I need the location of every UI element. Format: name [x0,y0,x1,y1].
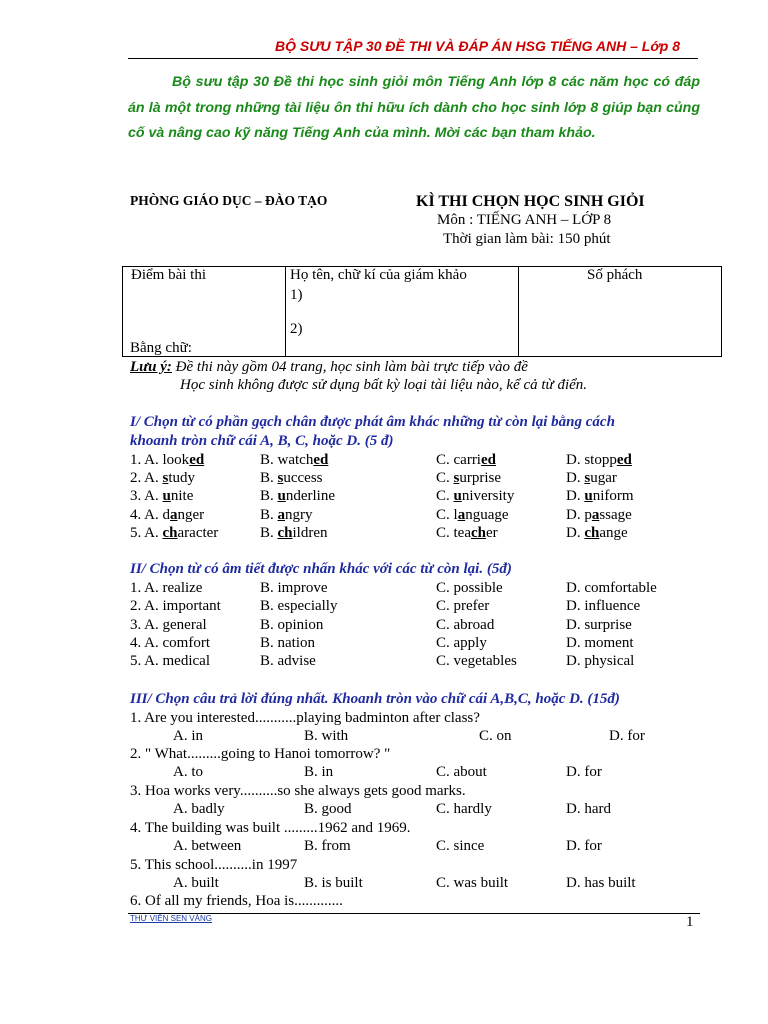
answer-option-a[interactable]: A. badly [173,801,225,817]
option-text-post: ugar [590,470,617,486]
answer-option-b[interactable]: B. from [304,838,351,854]
answer-option-c[interactable]: C. about [436,764,487,780]
question-6: 6. Of all my friends, Hoa is............. [130,893,343,909]
option-d[interactable]: D. influence [566,598,641,614]
option-text-pre: 1. A. look [130,452,190,468]
option-d[interactable] [566,470,617,487]
option-b[interactable] [260,488,335,505]
underlined-sound: a [457,507,466,523]
answer-options-row [0,728,768,746]
option-d[interactable]: D. moment [566,635,634,651]
option-text-post: ngry [285,507,313,523]
header-divider [128,58,698,59]
option-c[interactable] [436,507,509,524]
option-b[interactable] [260,507,313,524]
answer-option-b[interactable]: B. in [304,764,334,780]
answer-option-d[interactable]: D. for [566,764,602,780]
option-a[interactable] [130,470,195,487]
answer-option-c[interactable]: C. hardly [436,801,492,817]
answer-option-c[interactable]: C. on [479,728,512,744]
answer-option-d[interactable]: D. hard [566,801,611,817]
underlined-sound: ed [616,452,632,468]
answer-option-c[interactable]: C. was built [436,875,509,891]
question-stem: 2. " What.........going to Hanoi tomorrow? " [130,746,391,762]
underlined-sound: ch [162,525,178,541]
option-text-pre: B. [260,525,278,541]
option-b[interactable]: B. improve [260,580,328,596]
answer-options-row [0,801,768,819]
option-text-post: er [486,525,498,541]
option-text-post: nderline [285,488,336,504]
option-d[interactable] [566,507,632,524]
answer-option-d[interactable]: D. for [609,728,645,744]
score-table [122,266,722,357]
examiner-line-2: 2) [290,321,303,337]
option-text-post: aracter [177,525,219,541]
option-text-post: urprise [459,470,502,486]
section-2-question-row [0,580,768,598]
option-text-pre: B. [260,507,278,523]
option-d[interactable]: D. comfortable [566,580,657,596]
section-1-question-row [0,525,768,543]
option-c[interactable]: C. vegetables [436,653,517,669]
option-a[interactable] [130,452,204,469]
underlined-sound: u [162,488,171,504]
option-text-pre: 5. A. [130,525,163,541]
option-c[interactable] [436,470,501,487]
answer-option-a[interactable]: A. built [173,875,219,891]
answer-option-b[interactable]: B. with [304,728,349,744]
score-cell [123,267,286,357]
section-2-question-row [0,635,768,653]
answer-option-a[interactable]: A. between [173,838,242,854]
option-b[interactable]: B. especially [260,598,338,614]
option-c[interactable]: C. prefer [436,598,490,614]
option-text-post: ssage [599,507,632,523]
option-text-post: nguage [465,507,509,523]
option-b[interactable] [260,452,328,469]
note-text-1: Đề thi này gồm 04 trang, học sinh làm bài trực tiếp vào đề [171,359,528,375]
option-a[interactable] [130,488,193,505]
underlined-sound: u [277,488,286,504]
code-cell [519,267,722,357]
underlined-sound: s [453,470,460,486]
option-c[interactable] [436,488,514,505]
option-text-pre: D. [566,525,585,541]
underlined-sound: a [591,507,600,523]
option-d[interactable] [566,488,634,505]
option-d[interactable] [566,525,628,542]
option-c[interactable]: C. possible [436,580,503,596]
section-2-question-row [0,653,768,671]
option-d[interactable]: D. physical [566,653,635,669]
footer-source: THƯ VIỆN SEN VÀNG [130,914,212,923]
option-b[interactable]: B. advise [260,653,316,669]
option-b[interactable] [260,470,323,487]
note-label: Lưu ý: [130,359,172,375]
option-text-post: uccess [283,470,323,486]
score-in-words-label: Bằng chữ: [130,340,192,356]
section-1-heading-line-2: khoanh tròn chữ cái A, B, C, hoặc D. (5 đ) [130,433,394,449]
option-a[interactable]: 4. A. comfort [130,635,210,651]
option-a[interactable]: 3. A. general [130,617,207,633]
department-label: PHÒNG GIÁO DỤC – ĐÀO TẠO [130,193,328,208]
underlined-sound: ch [584,525,600,541]
option-text-pre: C. [436,488,454,504]
option-c[interactable]: C. apply [436,635,487,651]
answer-option-a[interactable]: A. in [173,728,203,744]
option-text-pre: 3. A. [130,488,163,504]
option-a[interactable]: 1. A. realize [130,580,203,596]
question-stem: 5. This school..........in 1997 [130,857,298,873]
option-c[interactable]: C. abroad [436,617,495,633]
underlined-sound: s [277,470,284,486]
underlined-sound: a [277,507,286,523]
option-text-post: ildren [292,525,328,541]
option-text-post: nite [170,488,194,504]
section-3-heading: III/ Chọn câu trả lời đúng nhất. Khoanh tròn vào chữ cái A,B,C, hoặc D. (15đ) [130,691,620,707]
examiner-label: Họ tên, chữ kí của giám khảo [290,267,467,283]
option-d[interactable]: D. surprise [566,617,632,633]
page-number: 1 [686,914,694,930]
option-text-pre: D. stopp [566,452,617,468]
answer-option-d[interactable]: D. has built [566,875,636,891]
note-line-1 [130,359,528,376]
option-text-pre: C. carri [436,452,481,468]
section-2-question-row [0,598,768,616]
option-c[interactable] [436,452,496,469]
option-a[interactable]: 5. A. medical [130,653,210,669]
option-text-pre: B. [260,470,278,486]
question-stem: 3. Hoa works very..........so she always gets good marks. [130,783,466,799]
option-text-post: niform [592,488,634,504]
examiner-cell [286,267,519,357]
option-text-pre: 2. A. [130,470,163,486]
option-b[interactable]: B. nation [260,635,315,651]
underlined-sound: ed [189,452,205,468]
option-text-post: tudy [168,470,196,486]
option-text-post: ange [599,525,628,541]
option-text-pre: D. [566,488,585,504]
section-1-question-row [0,488,768,506]
option-a[interactable] [130,507,204,524]
underlined-sound: ch [471,525,486,541]
option-text-post: nger [177,507,205,523]
underlined-sound: s [162,470,169,486]
underlined-sound: ed [480,452,496,468]
option-text-post: niversity [461,488,515,504]
option-a[interactable]: 2. A. important [130,598,221,614]
option-c[interactable] [436,525,498,542]
option-d[interactable] [566,452,632,469]
underlined-sound: a [170,507,178,523]
section-2-heading: II/ Chọn từ có âm tiết được nhấn khác với các từ còn lại. (5đ) [130,561,512,577]
option-text-pre: D. [566,470,585,486]
answer-option-a[interactable]: A. to [173,764,203,780]
section-2-question-row [0,617,768,635]
underlined-sound: ch [277,525,293,541]
option-a[interactable] [130,525,218,542]
section-1-question-row [0,452,768,470]
section-1-question-row [0,507,768,525]
underlined-sound: u [453,488,462,504]
underlined-sound: ed [313,452,329,468]
option-b[interactable]: B. opinion [260,617,324,633]
exam-duration: Thời gian làm bài: 150 phút [443,231,611,247]
option-text-pre: C. l [436,507,458,523]
exam-subject: Môn : TIẾNG ANH – LỚP 8 [437,212,612,228]
document-header-title: BỘ SƯU TẬP 30 ĐỀ THI VÀ ĐÁP ÁN HSG TIẾNG ANH – Lớp 8 [275,38,680,54]
answer-option-b[interactable]: B. good [304,801,352,817]
answer-option-b[interactable]: B. is built [304,875,363,891]
underlined-sound: s [584,470,591,486]
answer-options-row [0,838,768,856]
note-line-2: Học sinh không được sử dụng bất kỳ loại tài liệu nào, kể cả từ điển. [180,377,588,393]
answer-options-row [0,875,768,893]
option-text-pre: B. [260,488,278,504]
section-1-heading-line-1: I/ Chọn từ có phần gạch chân được phát âm khác những từ còn lại bằng cách [130,414,615,430]
underlined-sound: u [584,488,593,504]
option-text-pre: C. tea [436,525,471,541]
answer-option-d[interactable]: D. for [566,838,602,854]
option-text-pre: D. p [566,507,592,523]
score-label: Điểm bài thi [131,267,206,283]
section-1-question-row [0,470,768,488]
footer-divider [128,913,700,914]
option-text-pre: B. watch [260,452,314,468]
examiner-line-1: 1) [290,287,303,303]
answer-option-c[interactable]: C. since [436,838,485,854]
question-stem: 4. The building was built .........1962 and 1969. [130,820,411,836]
option-text-pre: C. [436,470,454,486]
question-stem: 1. Are you interested...........playing badminton after class? [130,710,480,726]
code-label: Số phách [587,267,643,283]
option-text-pre: 4. A. d [130,507,171,523]
exam-title: KÌ THI CHỌN HỌC SINH GIỎI [416,193,645,210]
option-b[interactable] [260,525,328,542]
intro-paragraph: Bộ sưu tập 30 Đề thi học sinh giỏi môn Tiếng Anh lớp 8 các năm học có đáp án là một trong những tài liệu ôn thi hữu ích dành cho học sinh lớp 8 giúp bạn củng cố và nâng cao kỹ năng Tiếng Anh của mình. Mời các bạn tham khảo. [128,74,700,141]
answer-options-row [0,764,768,782]
